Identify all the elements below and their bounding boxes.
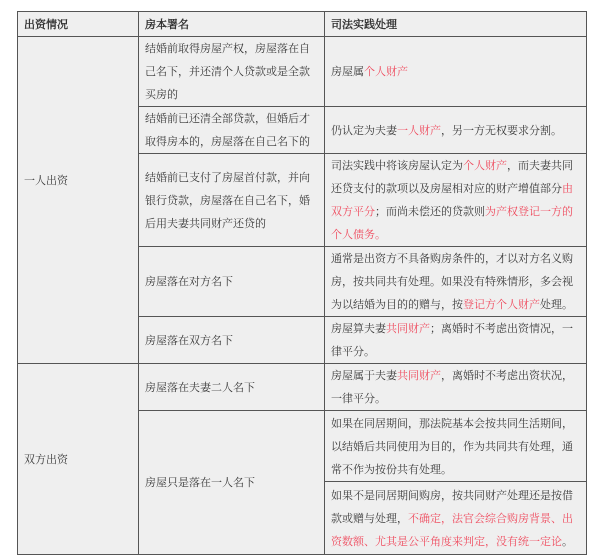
title-cell: 房屋落在双方名下	[139, 317, 325, 364]
header-title-name: 房本署名	[139, 12, 325, 37]
funding-cell-single	[18, 37, 139, 364]
title-cell: 房屋只是落在一人名下	[139, 411, 325, 555]
highlight-text: 共同财产	[386, 322, 430, 335]
treatment-cell: 房屋算夫妻共同财产；离婚时不考虑出资情况，一律平分。	[325, 317, 587, 364]
funding-label: 双方出资	[24, 452, 68, 466]
title-cell: 房屋落在夫妻二人名下	[139, 364, 325, 411]
treatment-cell: 如果在同居期间，那法院基本会按共同生活期间，以结婚后共同使用为目的，作为共同共有处理，通常不作为按份共有处理。	[325, 411, 587, 482]
treatment-cell: 如果不是同居期间购房，按共同财产处理还是按借款或赠与处理，不确定，法官会综合购房背景、出资数额、尤其是公平角度来判定，没有统一定论。	[325, 482, 587, 555]
highlight-text: 登记方个人财产	[463, 298, 540, 311]
treatment-cell: 房屋属个人财产	[325, 37, 587, 107]
highlight-text: 由双方平分	[331, 182, 573, 218]
treatment-cell: 房屋属于夫妻共同财产，离婚时不考虑出资状况，一律平分。	[325, 364, 587, 411]
treatment-cell: 仍认定为夫妻一人财产，另一方无权要求分割。	[325, 107, 587, 154]
header-row	[18, 12, 587, 37]
property-division-table	[17, 11, 587, 555]
highlight-text: 共同财产	[397, 369, 441, 382]
highlight-text: 个人财产	[364, 65, 408, 78]
highlight-text: 一人财产	[397, 123, 441, 137]
funding-label: 一人出资	[24, 173, 68, 187]
highlight-text: 不确定，法官会综合购房背景、出资数额、尤其是公平角度来判定，没有统一定论	[331, 511, 573, 548]
title-cell: 结婚前取得房屋产权，房屋落在自己名下，并还清个人贷款或是全款买房的	[139, 37, 325, 107]
table-row	[18, 364, 587, 411]
title-cell: 结婚前已还清全部贷款，但婚后才取得房本的，房屋落在自己名下的	[139, 107, 325, 154]
header-funding: 出资情况	[18, 12, 139, 37]
highlight-text: 为产权登记一方的个人债务。	[331, 205, 573, 241]
treatment-cell: 司法实践中将该房屋认定为个人财产，而夫妻共同还贷支付的款项以及房屋相对应的财产增值部分由双方平分；而尚未偿还的贷款则为产权登记一方的个人债务。	[325, 154, 587, 247]
table-row	[18, 37, 587, 107]
highlight-text: 个人财产	[463, 159, 507, 172]
treatment-cell: 通常是出资方不具备购房条件的，才以对方名义购房，按共同共有处理。如果没有特殊情形，多会视为以结婚为目的的赠与，按登记方个人财产处理。	[325, 247, 587, 317]
funding-cell-joint	[18, 364, 139, 555]
title-cell: 房屋落在对方名下	[139, 247, 325, 317]
header-judicial-treatment: 司法实践处理	[325, 12, 587, 37]
title-cell: 结婚前已支付了房屋首付款，并向银行贷款，房屋落在自己名下，婚后用夫妻共同财产还贷的	[139, 154, 325, 247]
